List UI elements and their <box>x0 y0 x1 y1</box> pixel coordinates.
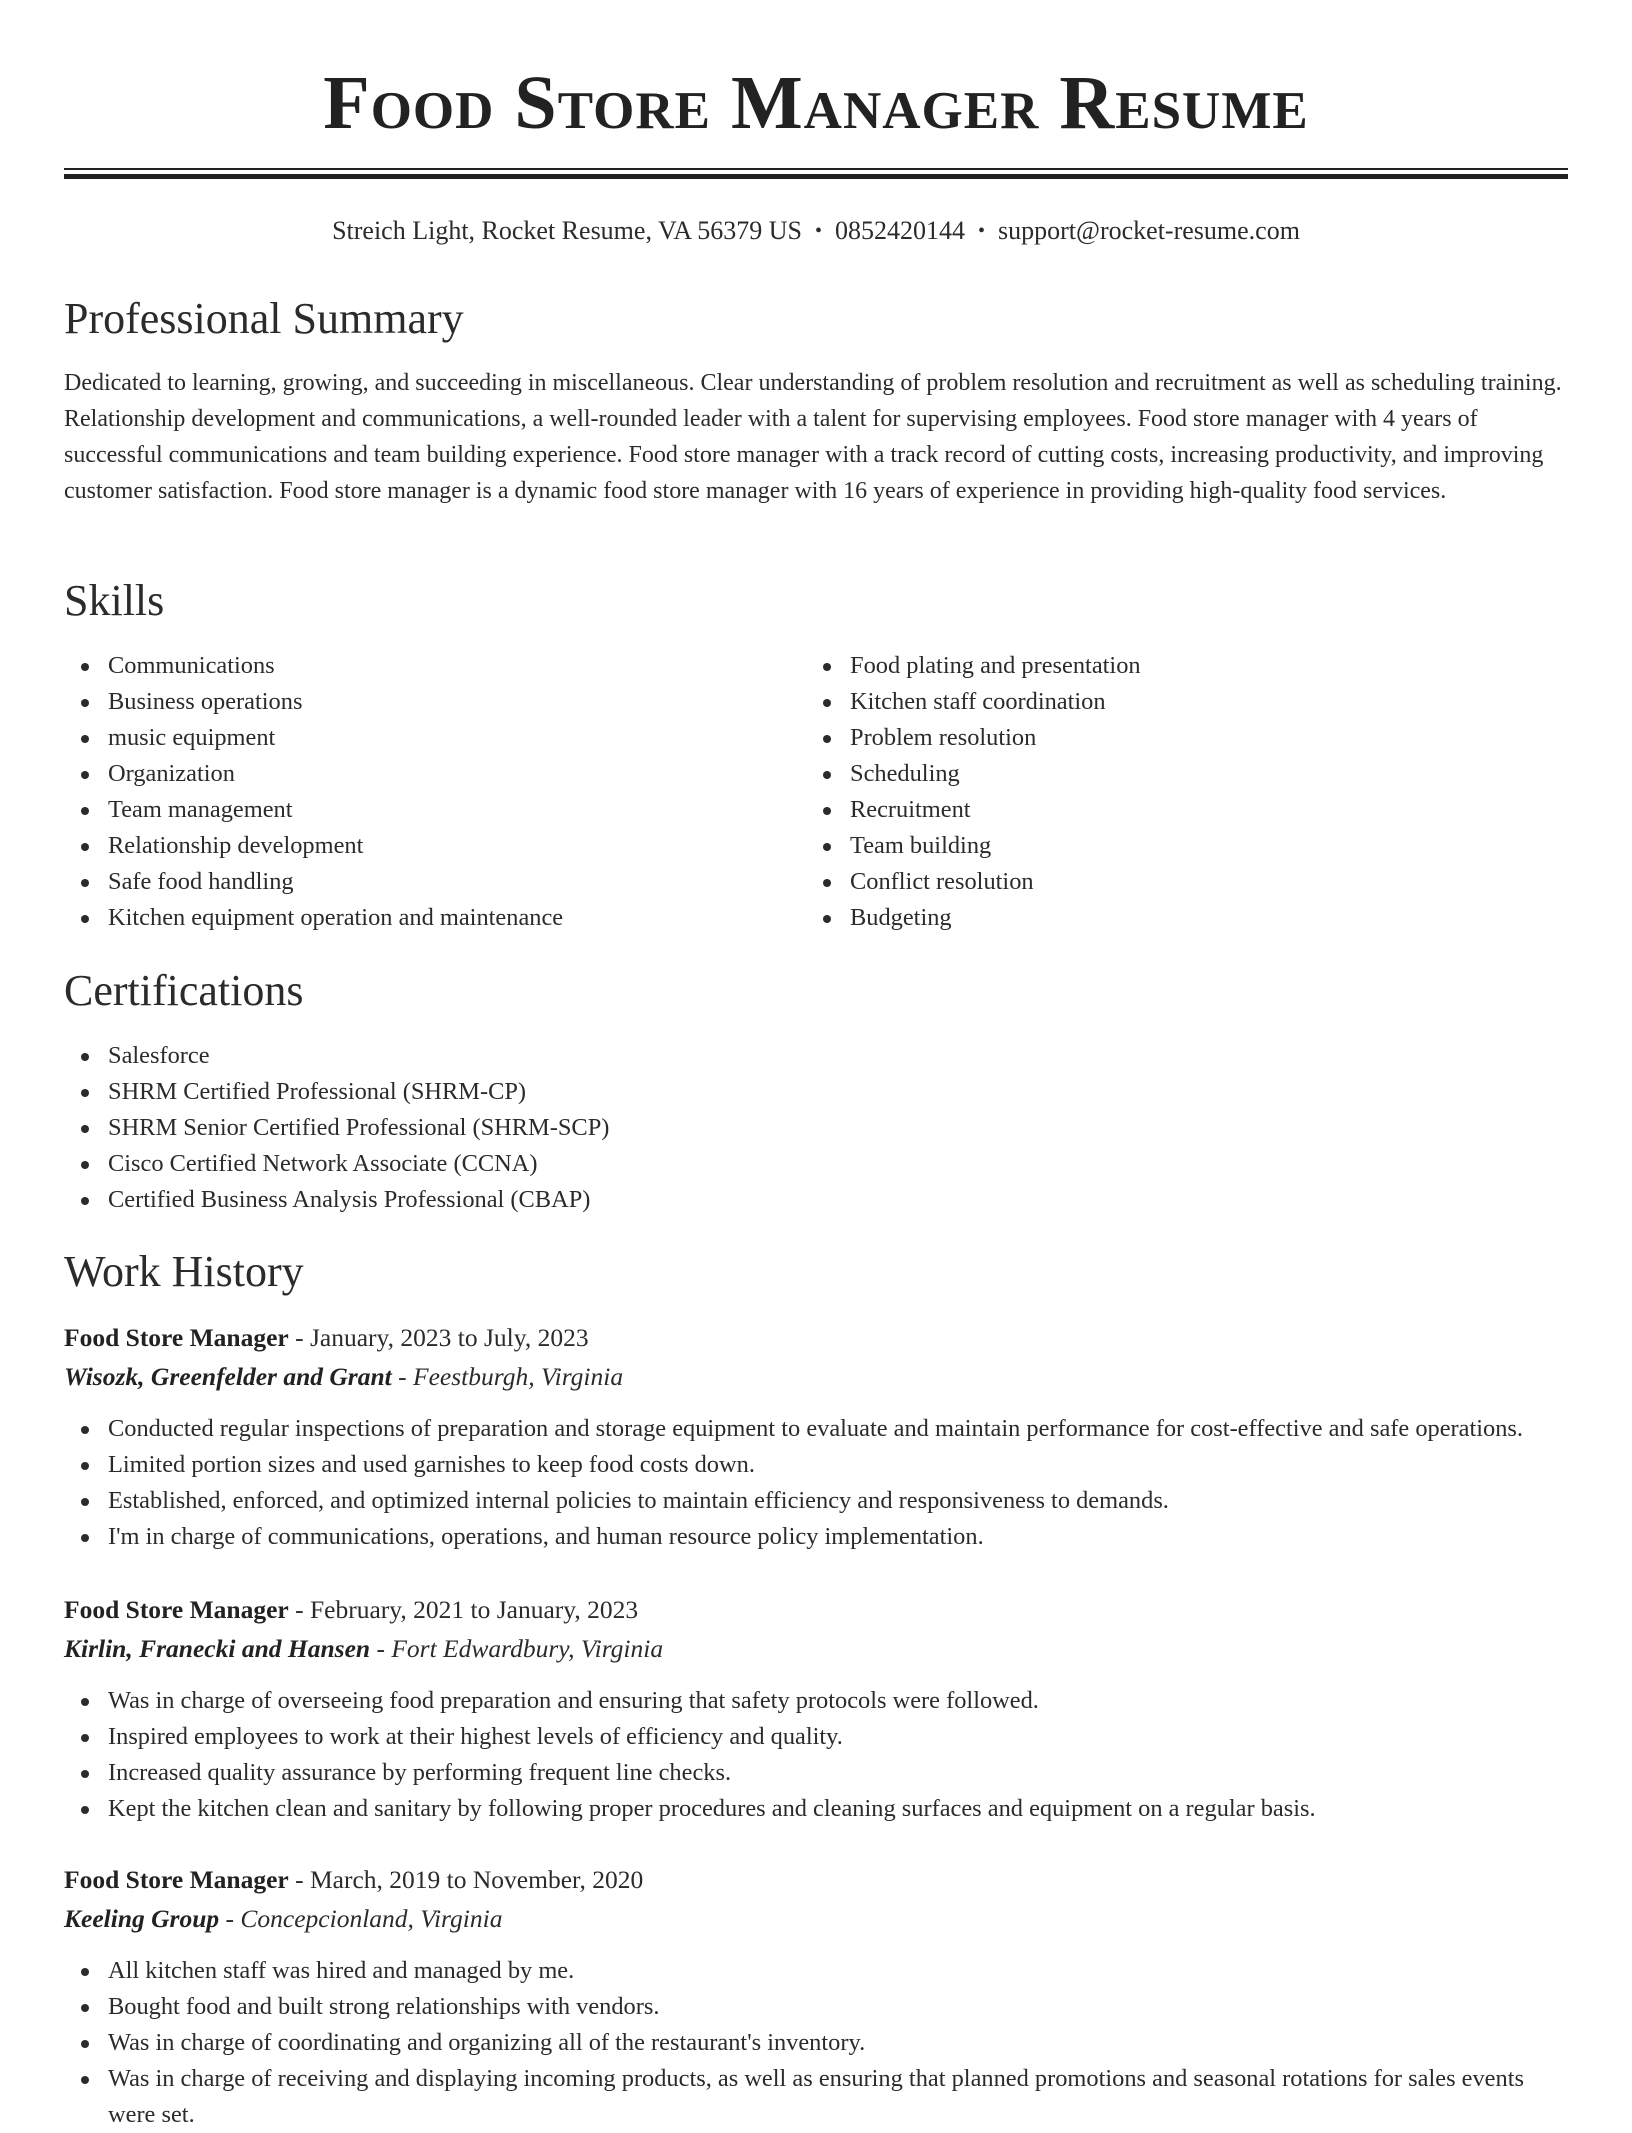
summary-text: Dedicated to learning, growing, and succeeding in miscellaneous. Clear understanding of problem resolution and recruitment as well as scheduling training. Relationship development and communications, a well-rounded leader with a talent for supervising employees. Food store manager with 4 years of successful communications and team building experience. Food store manager with a track record of cutting costs, increasing productivity, and improving customer satisfaction. Food store manager is a dynamic food store manager with 16 years of experience in providing high-quality food services. <box>64 370 1562 504</box>
list-item: Scheduling <box>806 756 1506 792</box>
list-item: Conducted regular inspections of preparation and storage equipment to evaluate and maintain performance for cost-effective and safe operations. <box>64 1411 1568 1447</box>
job-company-line <box>64 1631 663 1667</box>
contact-separator: • <box>814 220 822 242</box>
list-item: Established, enforced, and optimized internal policies to maintain efficiency and responsiveness to demands. <box>64 1483 1568 1519</box>
list-item: Relationship development <box>64 828 764 864</box>
job-company-line <box>64 1901 502 1937</box>
list-item: Certified Business Analysis Professional (CBAP) <box>64 1182 1064 1218</box>
list-item: Communications <box>64 648 764 684</box>
list-item: Kitchen staff coordination <box>806 684 1506 720</box>
list-item: Safe food handling <box>64 864 764 900</box>
job-location: - Concepcionland, Virginia <box>219 1904 503 1933</box>
list-item: Was in charge of receiving and displaying incoming products, as well as ensuring that planned promotions and seasonal rotations for sales events were set. <box>64 2061 1568 2133</box>
list-item: Bought food and built strong relationships with vendors. <box>64 1989 1568 2025</box>
list-item: Recruitment <box>806 792 1506 828</box>
job-title: Food Store Manager <box>64 1865 289 1894</box>
contact-line <box>64 214 1568 250</box>
job-location: - Feestburgh, Virginia <box>391 1362 624 1391</box>
skills-list-left <box>64 648 764 936</box>
list-item: SHRM Senior Certified Professional (SHRM-SCP) <box>64 1110 1064 1146</box>
list-item: music equipment <box>64 720 764 756</box>
job-dates: - February, 2021 to January, 2023 <box>288 1595 639 1624</box>
job-duties-list <box>64 1953 1568 2133</box>
list-item: I'm in charge of communications, operations, and human resource policy implementation. <box>64 1519 1568 1555</box>
job-company-line <box>64 1359 623 1395</box>
job-duties-list <box>64 1683 1568 1827</box>
list-item: Kitchen equipment operation and maintenance <box>64 900 764 936</box>
list-item: Was in charge of overseeing food preparation and ensuring that safety protocols were followed. <box>64 1683 1568 1719</box>
summary-heading: Professional Summary <box>64 294 464 343</box>
list-item: All kitchen staff was hired and managed by me. <box>64 1953 1568 1989</box>
list-item: Problem resolution <box>806 720 1506 756</box>
job-company: Keeling Group <box>64 1904 220 1933</box>
job-title-line <box>64 1862 643 1898</box>
list-item: Budgeting <box>806 900 1506 936</box>
list-item: Food plating and presentation <box>806 648 1506 684</box>
contact-address: Streich Light, Rocket Resume, VA 56379 US <box>332 216 802 245</box>
list-item: Was in charge of coordinating and organizing all of the restaurant's inventory. <box>64 2025 1568 2061</box>
list-item: Inspired employees to work at their highest levels of efficiency and quality. <box>64 1719 1568 1755</box>
contact-email[interactable]: support@rocket-resume.com <box>998 216 1300 245</box>
list-item: Team building <box>806 828 1506 864</box>
job-title-line <box>64 1592 638 1628</box>
skills-heading: Skills <box>64 576 165 625</box>
list-item: Business operations <box>64 684 764 720</box>
job-duties-list <box>64 1411 1568 1555</box>
job-location: - Fort Edwardbury, Virginia <box>370 1634 664 1663</box>
work-history-heading: Work History <box>64 1247 304 1296</box>
list-item: Kept the kitchen clean and sanitary by following proper procedures and cleaning surfaces and equipment on a regular basis. <box>64 1791 1568 1827</box>
job-company: Wisozk, Greenfelder and Grant <box>64 1362 392 1391</box>
job-title: Food Store Manager <box>64 1323 289 1352</box>
job-company: Kirlin, Franecki and Hansen <box>64 1634 371 1663</box>
job-title: Food Store Manager <box>64 1595 289 1624</box>
list-item: Cisco Certified Network Associate (CCNA) <box>64 1146 1064 1182</box>
certifications-list <box>64 1038 1064 1218</box>
page-title: Food Store Manager Resume <box>323 61 1309 145</box>
job-dates: - March, 2019 to November, 2020 <box>288 1865 644 1894</box>
list-item: Conflict resolution <box>806 864 1506 900</box>
job-dates: - January, 2023 to July, 2023 <box>288 1323 589 1352</box>
list-item: Team management <box>64 792 764 828</box>
list-item: Increased quality assurance by performing frequent line checks. <box>64 1755 1568 1791</box>
list-item: Organization <box>64 756 764 792</box>
list-item: Salesforce <box>64 1038 1064 1074</box>
title-rule-thick <box>64 174 1568 179</box>
skills-list-right <box>806 648 1506 936</box>
list-item: Limited portion sizes and used garnishes to keep food costs down. <box>64 1447 1568 1483</box>
certifications-heading: Certifications <box>64 966 304 1015</box>
title-rule-thin <box>64 168 1568 170</box>
list-item: SHRM Certified Professional (SHRM-CP) <box>64 1074 1064 1110</box>
contact-separator: • <box>978 220 986 242</box>
contact-phone: 0852420144 <box>835 216 965 245</box>
job-title-line <box>64 1320 589 1356</box>
